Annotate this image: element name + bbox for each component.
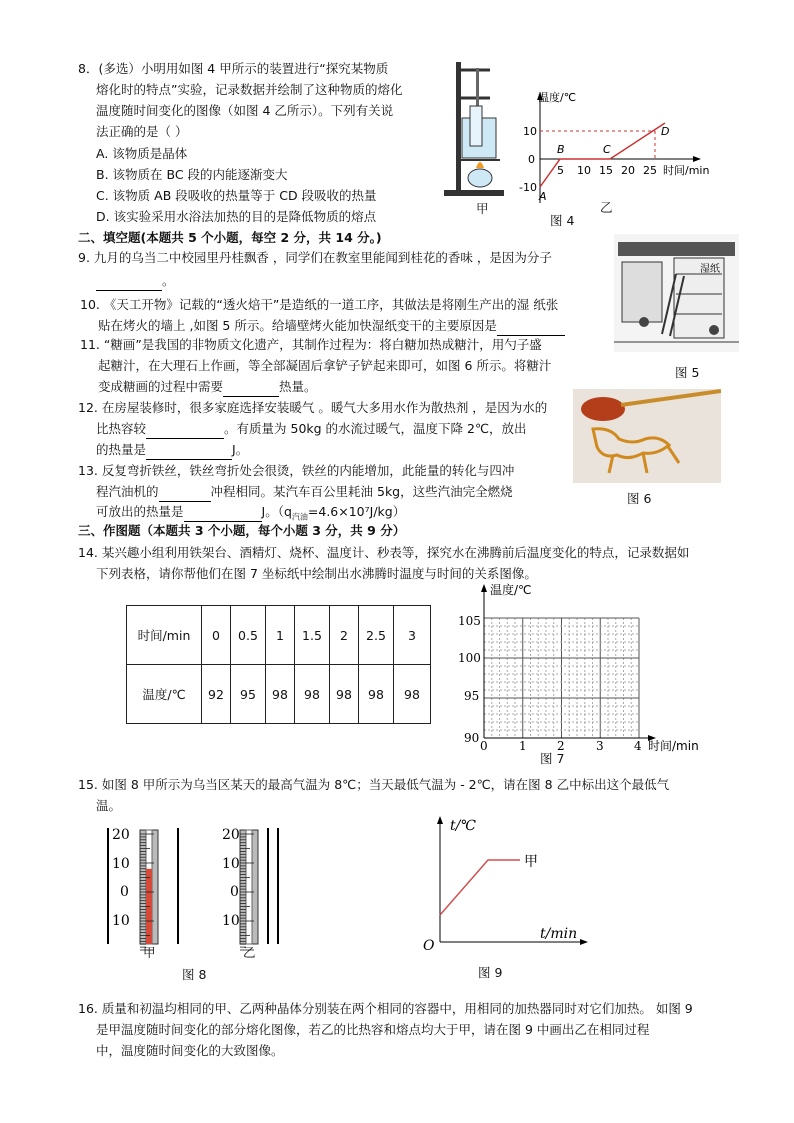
q13-line1: 13. 反复弯折铁丝，铁丝弯折处会很烫，铁丝的内能增加，此能量的转化与四冲 bbox=[78, 463, 515, 478]
fig4-xtick: 5 bbox=[557, 164, 564, 177]
q12-line2a: 比热容较 bbox=[96, 421, 147, 436]
fig9-curve-label: 甲 bbox=[524, 854, 538, 870]
table-cell: 2 bbox=[330, 606, 359, 665]
section-3-heading: 三、作图题（本题共 3 个小题，每个小题 3 分，共 9 分） bbox=[78, 523, 406, 538]
table-cell: 98 bbox=[359, 665, 394, 724]
q11-line1: 11. “糖画”是我国的非物质文化遗产，其制作过程为：将白糖加热成糖汁，用勺子盛 bbox=[80, 337, 542, 352]
fig8-scale: 20 bbox=[112, 827, 130, 843]
q11-line3b: 热量。 bbox=[279, 379, 317, 394]
fig7-xtick: 3 bbox=[596, 739, 604, 753]
table-header-time: 时间/min bbox=[127, 606, 202, 665]
x-arrow-icon bbox=[693, 156, 701, 162]
table-row bbox=[127, 606, 431, 665]
fig4-xtick: 20 bbox=[621, 164, 635, 177]
fig8-thermometers bbox=[100, 824, 300, 964]
q13-line3b: J。（q bbox=[261, 504, 292, 519]
fig4-point-label: B bbox=[557, 143, 565, 156]
fig7-ylabel: 温度/℃ bbox=[490, 583, 532, 597]
fig4-ytick: 10 bbox=[523, 125, 537, 138]
fig7-xtick: 0 bbox=[480, 739, 488, 753]
table-cell: 95 bbox=[231, 665, 266, 724]
table-cell: 1.5 bbox=[295, 606, 330, 665]
fig6-caption: 图 6 bbox=[627, 491, 652, 506]
q11-line2: 起糖汁，在大理石上作画，等全部凝固后拿铲子铲起来即可，如图 6 所示。将糖汁 bbox=[98, 358, 552, 373]
q10-line2 bbox=[98, 317, 565, 336]
fig4-graph bbox=[515, 88, 720, 208]
q10-line1: 10. 《天工开物》记载的“透火焙干”是造纸的一道工序，其做法是将刚生产出的湿 纸张 bbox=[80, 297, 559, 312]
fig7-ytick: 105 bbox=[458, 614, 481, 628]
curve-jia bbox=[440, 860, 520, 915]
q8-option-c: C. 该物质 AB 段吸收的热量等于 CD 段吸收的热量 bbox=[96, 188, 377, 203]
fig4-caption: 图 4 bbox=[550, 213, 575, 228]
fig4-point-label: C bbox=[603, 143, 611, 156]
q15-line1: 15. 如图 8 甲所示为乌当区某天的最高气温为 8℃；当天最低气温为 - 2℃，请在图 8 乙中标出这个最低气 bbox=[78, 777, 670, 792]
fig4-apparatus bbox=[440, 58, 520, 208]
q8-line2: 熔化时的特点”实验，记录数据并绘制了这种物质的熔化 bbox=[96, 82, 403, 97]
fig6-illustration bbox=[573, 389, 721, 483]
fig8-scale: 10 bbox=[222, 913, 240, 929]
table-header-temp: 温度/℃ bbox=[127, 665, 202, 724]
fig5-caption: 图 5 bbox=[675, 365, 700, 380]
q8-option-d: D. 该实验采用水浴法加热的目的是降低物质的熔点 bbox=[96, 209, 377, 224]
q12-line2b: 。有质量为 50kg 的水流过暖气，温度下降 2℃，放出 bbox=[224, 421, 527, 436]
q13-line2 bbox=[96, 483, 513, 502]
q8-line4: 法正确的是（ ） bbox=[96, 124, 188, 139]
q12-line1: 12. 在房屋装修时，很多家庭选择安装暖气 。暖气大多用水作为散热剂 ，是因为水的 bbox=[78, 400, 548, 415]
fig8-yi-label: 乙 bbox=[243, 945, 256, 960]
q14-line1: 14. 某兴趣小组利用铁架台、酒精灯、烧杯、温度计、秒表等，探究水在沸腾前后温度变化的特点，记录数据如 bbox=[78, 545, 690, 560]
q9-line2 bbox=[96, 272, 175, 291]
q8-line3: 温度随时间变化的图像（如图 4 乙所示）。下列有关说 bbox=[96, 103, 394, 118]
table-cell: 98 bbox=[394, 665, 431, 724]
fig5-illustration bbox=[614, 234, 739, 352]
q16-line3: 中，温度随时间变化的大致图像。 bbox=[96, 1043, 284, 1058]
table-cell: 98 bbox=[330, 665, 359, 724]
fig9-origin: O bbox=[423, 938, 435, 952]
table-cell: 1 bbox=[266, 606, 295, 665]
y-arrow-icon bbox=[437, 816, 443, 824]
table-cell: 2.5 bbox=[359, 606, 394, 665]
fig8-jia-label: 甲 bbox=[143, 945, 156, 960]
table-cell: 3 bbox=[394, 606, 431, 665]
q12-line3a: 的热量是 bbox=[96, 442, 147, 457]
fig8-caption: 图 8 bbox=[182, 967, 207, 982]
q9-line1: 9. 九月的乌当二中校园里丹桂飘香 ，同学们在教室里能闻到桂花的香味 ，是因为分子 bbox=[78, 250, 552, 265]
fig7-caption: 图 7 bbox=[540, 751, 565, 766]
table-cell: 0.5 bbox=[231, 606, 266, 665]
q13-line2a: 程汽油机的 bbox=[96, 484, 159, 499]
fig7-gridlines bbox=[484, 618, 639, 738]
q16-line1: 16. 质量和初温均相同的甲、乙两种晶体分别装在两个相同的容器中，用相同的加热器同时对它们加热。 如图 9 bbox=[78, 1001, 693, 1016]
fig8-scale: 0 bbox=[230, 884, 239, 900]
q11-line3a: 变成糖画的过程中需要 bbox=[98, 379, 224, 394]
fig7-xtick: 1 bbox=[519, 739, 527, 753]
fig7-ytick: 100 bbox=[458, 651, 481, 665]
table-row bbox=[127, 665, 431, 724]
q11-line3 bbox=[98, 378, 317, 397]
fig8-scale: 10 bbox=[112, 913, 130, 929]
fig4-ytick: 0 bbox=[528, 153, 535, 166]
q12-line2 bbox=[96, 420, 527, 439]
table-cell: 98 bbox=[295, 665, 330, 724]
q12-line3 bbox=[96, 441, 248, 460]
x-arrow-icon bbox=[580, 939, 588, 945]
fig4-point-label: D bbox=[661, 125, 670, 138]
fig7-ytick: 95 bbox=[464, 689, 480, 703]
fig7-xtick: 2 bbox=[557, 739, 565, 753]
fig8-scale: 0 bbox=[120, 884, 129, 900]
fig8-scale: 20 bbox=[222, 827, 240, 843]
fig9-graph bbox=[420, 812, 590, 952]
q16-line2: 是甲温度随时间变化的部分熔化图像，若乙的比热容和熔点均大于甲，请在图 9 中画出乙在相同过程 bbox=[96, 1022, 650, 1037]
section-2-heading: 二、填空题(本题共 5 个小题，每空 2 分，共 14 分。) bbox=[78, 230, 382, 245]
fig7-xlabel: 时间/min bbox=[648, 739, 699, 753]
table-cell: 0 bbox=[202, 606, 231, 665]
fig5-tag: 湿纸 bbox=[700, 264, 720, 275]
q8-option-b: B. 该物质在 BC 段的内能逐渐变大 bbox=[96, 167, 288, 182]
fig4-xtick: 10 bbox=[577, 164, 591, 177]
fig8-scale: 10 bbox=[222, 856, 240, 872]
table-cell: 92 bbox=[202, 665, 231, 724]
fig7-ytick: 90 bbox=[464, 731, 480, 745]
q15-line2: 温。 bbox=[96, 798, 122, 813]
fig9-ylabel: t/℃ bbox=[450, 818, 477, 834]
y-arrow-icon bbox=[481, 584, 487, 592]
q13-q-subscript: 汽油 bbox=[291, 512, 308, 522]
fig4-ytick: -10 bbox=[519, 181, 537, 194]
q8-option-a: A. 该物质是晶体 bbox=[96, 146, 188, 161]
fig7-xtick: 4 bbox=[634, 739, 642, 753]
fig4-ylabel: 温度/℃ bbox=[538, 91, 577, 104]
fig4-xtick: 25 bbox=[643, 164, 657, 177]
q13-line3a: 可放出的热量是 bbox=[96, 504, 184, 519]
q8-line1: 8．(多选）小明用如图 4 甲所示的装置进行“探究某物质 bbox=[78, 61, 389, 76]
fig4-yi-label: 乙 bbox=[600, 200, 613, 215]
q13-line3c: =4.6×10⁷J/kg） bbox=[307, 504, 406, 519]
fig7-grid bbox=[450, 580, 720, 760]
q12-line3b: J。 bbox=[232, 442, 249, 457]
q10-line2-text: 贴在烤火的墙上 ,如图 5 所示。给墙壁烤火能加快湿纸变干的主要原因是 bbox=[98, 318, 497, 333]
q14-line2: 下列表格，请你帮他们在图 7 坐标纸中绘制出水沸腾时温度与时间的关系图像。 bbox=[96, 566, 537, 581]
fig4-jia-label: 甲 bbox=[476, 201, 489, 216]
fig8-scale: 10 bbox=[112, 856, 130, 872]
table-cell: 98 bbox=[266, 665, 295, 724]
fig4-xlabel: 时间/min bbox=[663, 164, 710, 177]
q13-line2b: 冲程相同。某汽车百公里耗油 5kg，这些汽油完全燃烧 bbox=[210, 484, 513, 499]
fig9-xlabel: t/min bbox=[540, 926, 578, 942]
fig4-point-label: A bbox=[539, 190, 547, 203]
fig9-caption: 图 9 bbox=[478, 965, 503, 980]
q9-end: 。 bbox=[162, 273, 175, 288]
q14-data-table bbox=[126, 605, 431, 724]
fig4-xtick: 15 bbox=[599, 164, 613, 177]
